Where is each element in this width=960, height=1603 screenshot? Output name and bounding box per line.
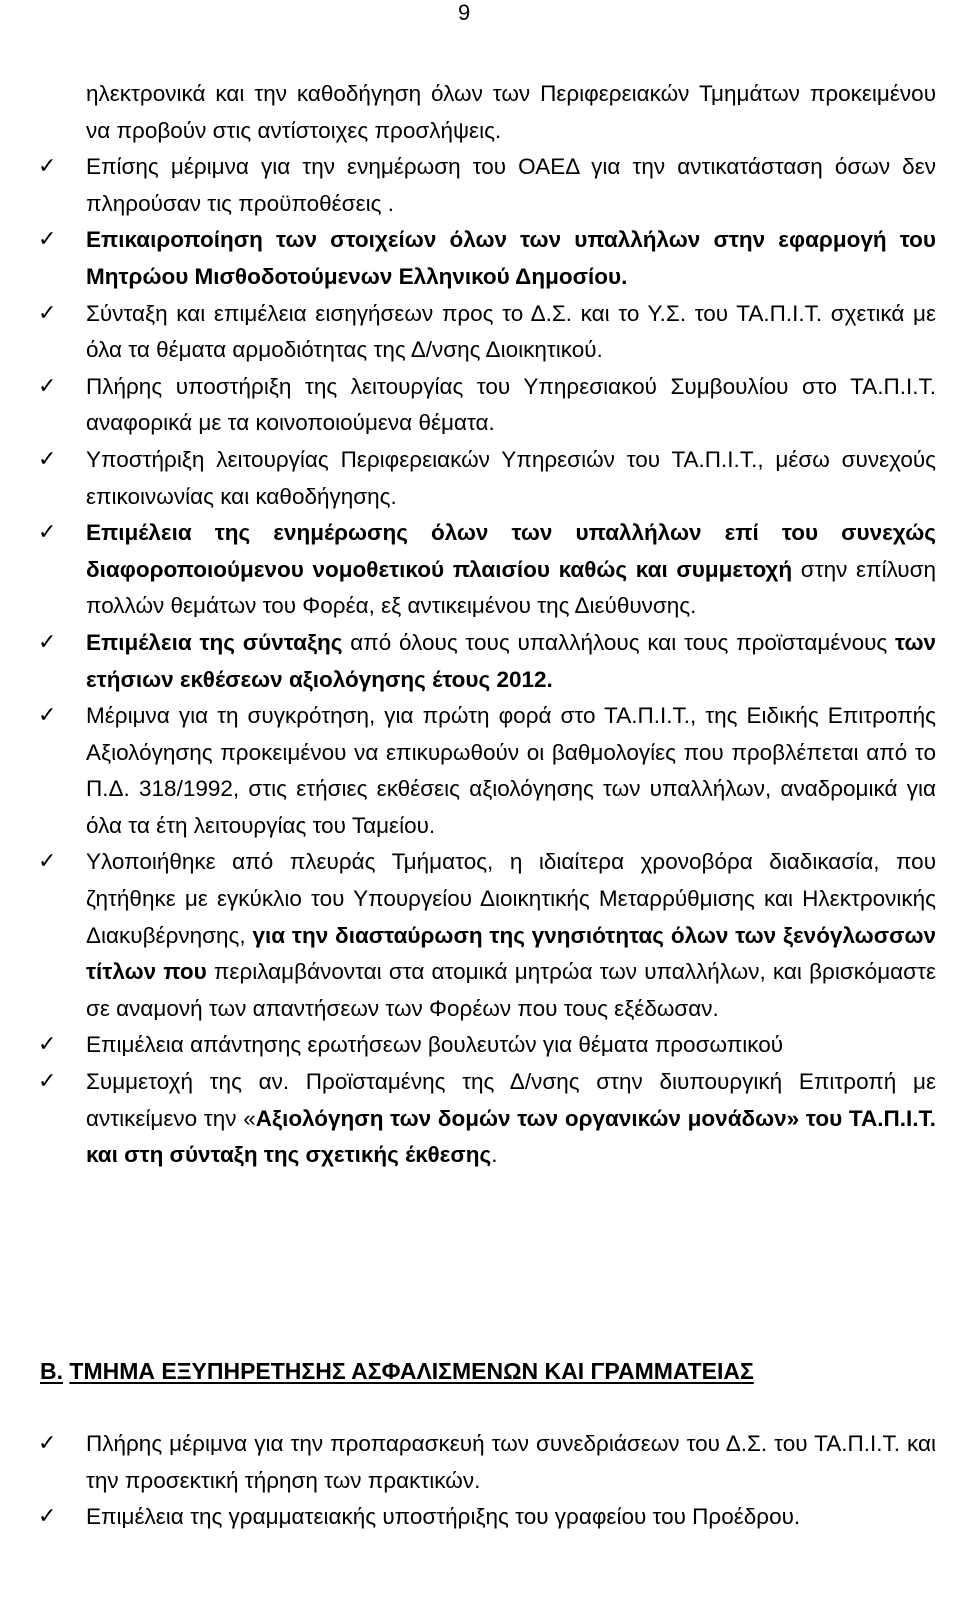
list-item-text-bold: Επικαιροποίηση των στοιχείων όλων των υπαλλήλων στην εφαρμογή του Μητρώου Μισθοδοτούμενων Ελληνικού Δημοσίου.: [86, 227, 936, 289]
list-item-text: Επιμέλεια απάντησης ερωτήσεων βουλευτών για θέματα προσωπικού: [86, 1032, 784, 1058]
list-item: [0, 149, 960, 222]
checkmark-icon: ✓: [38, 300, 57, 326]
list-item-text: στην επίλυση πολλών θεμάτων του Φορέα, εξ αντικειμένου της Διεύθυνσης.: [86, 556, 937, 619]
list-item: [0, 442, 960, 515]
list-item-text: περιλαμβάνονται στα ατομικά μητρώα των υπαλλήλων, και βρισκόμαστε σε αναμονή των απαντήσεων των Φορέων που τους εξέδωσαν.: [86, 959, 936, 1021]
list-item-text: Επιμέλεια της γραμματειακής υποστήριξης του γραφείου του Προέδρου.: [86, 1504, 801, 1530]
section-b-content: [0, 1426, 960, 1536]
list-item: [0, 698, 960, 844]
list-item: [0, 1499, 960, 1536]
checkmark-icon: ✓: [38, 520, 57, 546]
list-item: [0, 1426, 960, 1499]
list-item-text: Πλήρης υποστήριξη της λειτουργίας του Υπηρεσιακού Συμβουλίου στο ΤΑ.Π.Ι.Τ. αναφορικά με τα κοινοποιούμενα θέματα.: [86, 373, 936, 436]
list-item-text: .: [491, 1142, 498, 1168]
checkmark-icon: ✓: [38, 1431, 57, 1456]
list-item: [0, 1064, 960, 1174]
checkmark-icon: ✓: [38, 373, 57, 399]
list-item-text: Μέριμνα για τη συγκρότηση, για πρώτη φορά στο ΤΑ.Π.Ι.Τ., της Ειδικής Επιτροπής Αξιολόγησης προκειμένου να επικυρωθούν οι βαθμολογίες που προβλέπεται από το Π.Δ. 318/1992, στις ετήσιες εκθέσεις αξιολόγησης των υπαλλήλων, αναδρομικά για όλα τα έτη λειτουργίας του Ταμείου.: [86, 703, 936, 838]
checkmark-icon: ✓: [38, 629, 57, 655]
page-number: 9: [458, 0, 471, 25]
checkmark-icon: ✓: [38, 849, 57, 875]
list-item-text: ηλεκτρονικά και την καθοδήγηση όλων των Περιφερειακών Τμημάτων προκειμένου να προβούν στις αντίστοιχες προσλήψεις.: [86, 81, 936, 143]
list-item-text: Σύνταξη και επιμέλεια εισηγήσεων προς το Δ.Σ. και το Υ.Σ. του ΤΑ.Π.Ι.Τ. σχετικά με όλα τα θέματα αρμοδιότητας της Δ/νσης Διοικητικού.: [86, 300, 936, 363]
list-item-continuation: [0, 76, 960, 149]
section-title: ΤΜΗΜΑ ΕΞΥΠΗΡΕΤΗΣΗΣ ΑΣΦΑΛΙΣΜΕΝΩΝ ΚΑΙ ΓΡΑΜΜΑΤΕΙΑΣ: [69, 1358, 754, 1384]
checkmark-icon: ✓: [38, 1504, 57, 1530]
list-item-text: Υποστήριξη λειτουργίας Περιφερειακών Υπηρεσιών του ΤΑ.Π.Ι.Τ., μέσω συνεχούς επικοινωνίας και καθοδήγησης.: [86, 446, 936, 509]
list-item-text: Πλήρης μέριμνα για την προπαρασκευή των συνεδριάσεων του Δ.Σ. του ΤΑ.Π.Ι.Τ. και την προσεκτική τήρηση των πρακτικών.: [86, 1431, 936, 1493]
checkmark-icon: ✓: [38, 1032, 57, 1058]
list-item-text-bold: για την διασταύρωση της γνησιότητας όλων των ξενόγλωσσων τίτλων που: [86, 922, 936, 985]
section-prefix: Β.: [40, 1358, 63, 1384]
list-item-text: Υλοποιήθηκε από πλευράς Τμήματος, η ιδιαίτερα χρονοβόρα διαδικασία, που ζητήθηκε με εγκύκλιο του Υπουργείου Διοικητικής Μεταρρύθμισης και Ηλεκτρονικής Διακυβέρνησης,: [86, 849, 936, 948]
list-item: [0, 515, 960, 625]
checkmark-icon: ✓: [38, 446, 57, 472]
list-item: [0, 625, 960, 698]
checkmark-icon: ✓: [38, 227, 57, 253]
list-item-text: Επίσης μέριμνα για την ενημέρωση του ΟΑΕΔ για την αντικατάσταση όσων δεν πληρούσαν τις προϋποθέσεις .: [86, 154, 936, 216]
list-item: [0, 222, 960, 295]
checkmark-icon: ✓: [38, 154, 57, 180]
checkmark-icon: ✓: [38, 703, 57, 729]
list-item-text: Συμμετοχή της αν. Προϊσταμένης της Δ/νσης στην διυπουργική Επιτροπή με αντικείμενο την «: [86, 1069, 936, 1131]
list-item-text-bold: Επιμέλεια της σύνταξης: [86, 629, 343, 655]
list-item-text-bold: Αξιολόγηση των δομών των οργανικών μονάδων» του ΤΑ.Π.Ι.Τ. και στη σύνταξη της σχετικής έκθεσης: [86, 1105, 936, 1168]
list-item-text: από όλους τους υπαλλήλους και τους προϊσταμένους: [342, 629, 896, 655]
main-content: [0, 76, 960, 1174]
section-heading: [40, 1356, 754, 1386]
list-item: [0, 296, 960, 369]
list-item: [0, 369, 960, 442]
list-item: [0, 844, 960, 1027]
list-item-text-bold: Επιμέλεια της ενημέρωσης όλων των υπαλλήλων επί του συνεχώς διαφοροποιούμενου νομοθετικού πλαισίου καθώς και συμμετοχή: [86, 520, 936, 582]
list-item: [0, 1027, 960, 1064]
list-item-text-bold: των ετήσιων εκθέσεων αξιολόγησης έτους 2012.: [86, 629, 936, 692]
checkmark-icon: ✓: [38, 1069, 57, 1095]
